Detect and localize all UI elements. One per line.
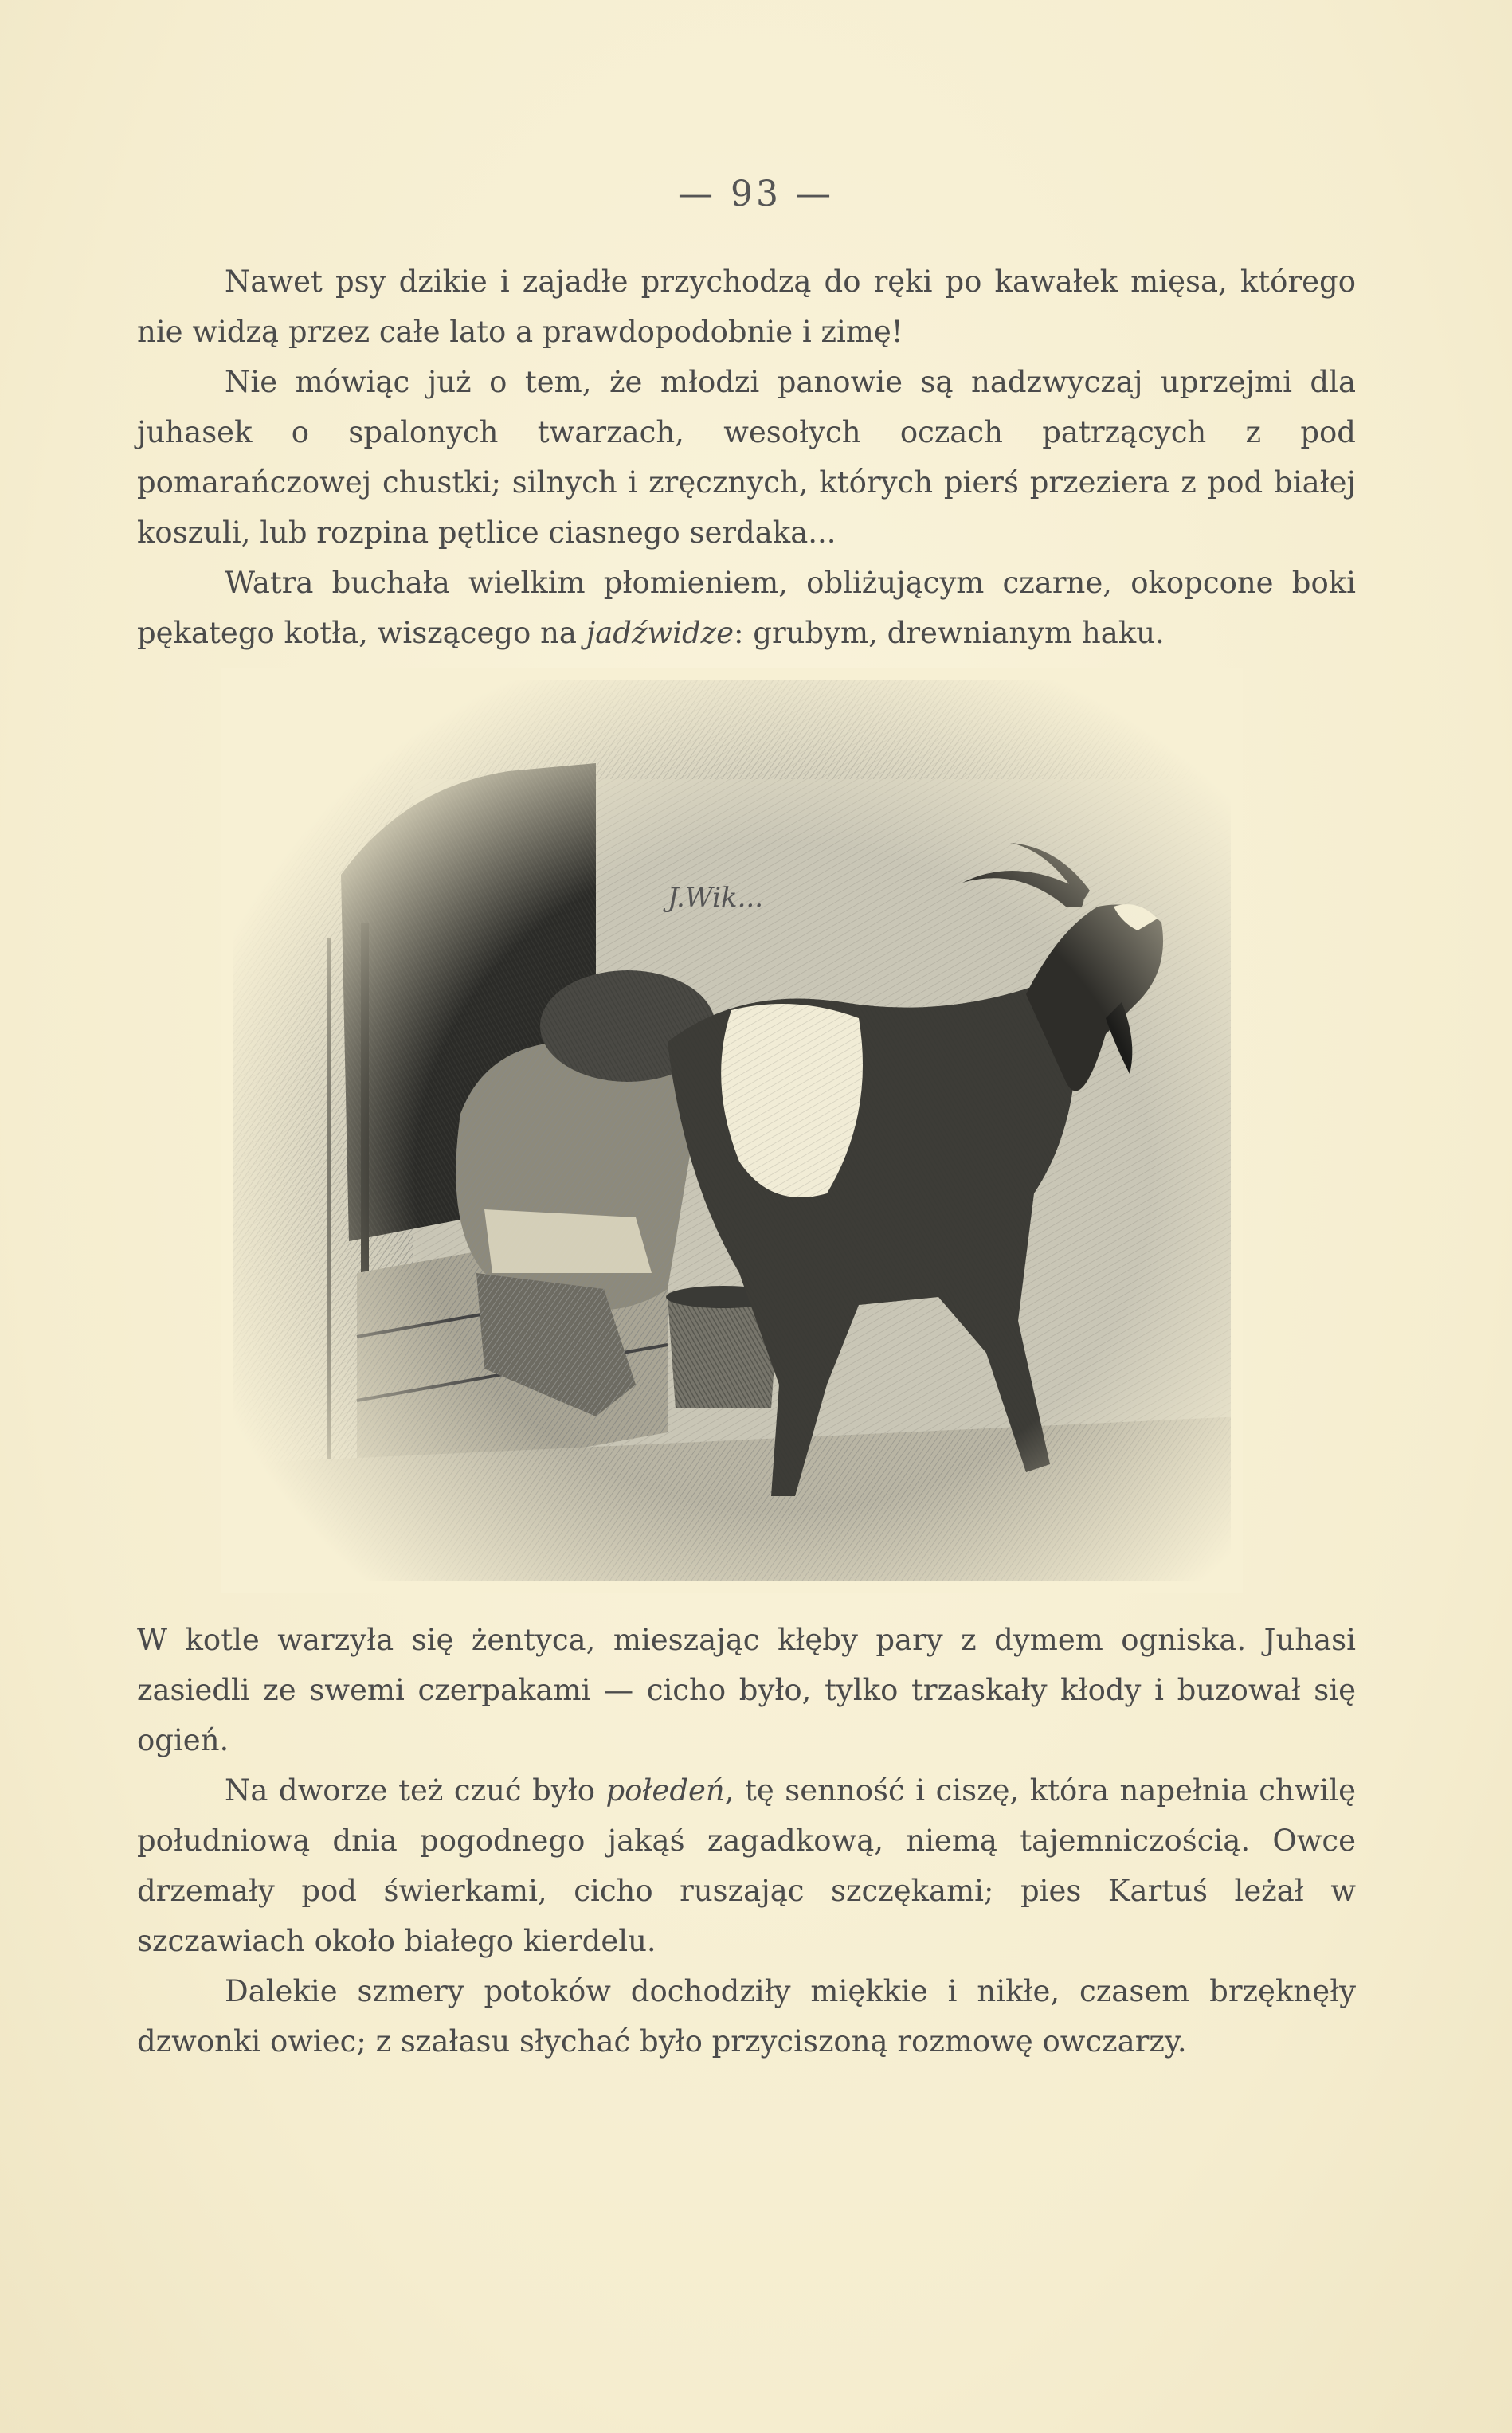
paragraph-poleden-text-2: , tę senność i ciszę, która napełnia chwilę południową dnia pogodnego jakąś zagadkową, niemą tajemniczością. Owce drzemały pod świerkami, cicho ruszając szczękami; pies Kartuś leżał w szczawiach około białego kierdelu. bbox=[137, 1773, 1356, 1958]
page-number: — 93 — bbox=[678, 174, 834, 214]
paragraph-streams: Dalekie szmery potoków dochodziły miękkie i nikłe, czasem brzęknęły dzwonki owiec; z szałasu słychać było przyciszoną rozmowę owczarzy. bbox=[137, 1974, 1356, 2059]
paragraph-watra-italic: jadźwidze bbox=[586, 616, 734, 650]
paragraph-watra-text-2: : grubym, drewnianym haku. bbox=[734, 616, 1165, 650]
illustration-man-milking-goat bbox=[221, 668, 1243, 1593]
illustration-drawing bbox=[221, 668, 1243, 1593]
paragraph-poleden-text-1: Na dworze też czuć było bbox=[225, 1773, 606, 1808]
paragraph-poleden-italic: połedeń bbox=[605, 1773, 725, 1808]
paragraph-watra-text-1: Watra buchała wielkim płomieniem, obliżującym czarne, okopcone boki pękatego kotła, wiszącego na bbox=[137, 566, 1356, 650]
paragraph-watra bbox=[137, 558, 1356, 658]
paragraph-poleden bbox=[137, 1765, 1356, 1966]
paragraph-dogs: Nawet psy dzikie i zajadłe przychodzą do ręki po kawałek mięsa, którego nie widzą przez całe lato a prawdopodobnie i zimę! bbox=[137, 264, 1356, 349]
paragraph-young-gentlemen: Nie mówiąc już o tem, że młodzi panowie są nadzwyczaj uprzejmi dla juhasek o spalonych twarzach, wesołych oczach patrzących z pod pomarańczowej chustki; silnych i zręcznych, których pierś przeziera z pod białej koszuli, lub rozpina pętlice ciasnego serdaka... bbox=[137, 365, 1356, 550]
paragraph-kettle: W kotle warzyła się żentyca, mieszając kłęby pary z dymem ogniska. Juhasi zasiedli ze swemi czerpakami — cicho było, tylko trzaskały kłody i buzował się ogień. bbox=[137, 1623, 1356, 1757]
top-text-block bbox=[137, 257, 1356, 658]
bottom-text-block bbox=[137, 1615, 1356, 2067]
